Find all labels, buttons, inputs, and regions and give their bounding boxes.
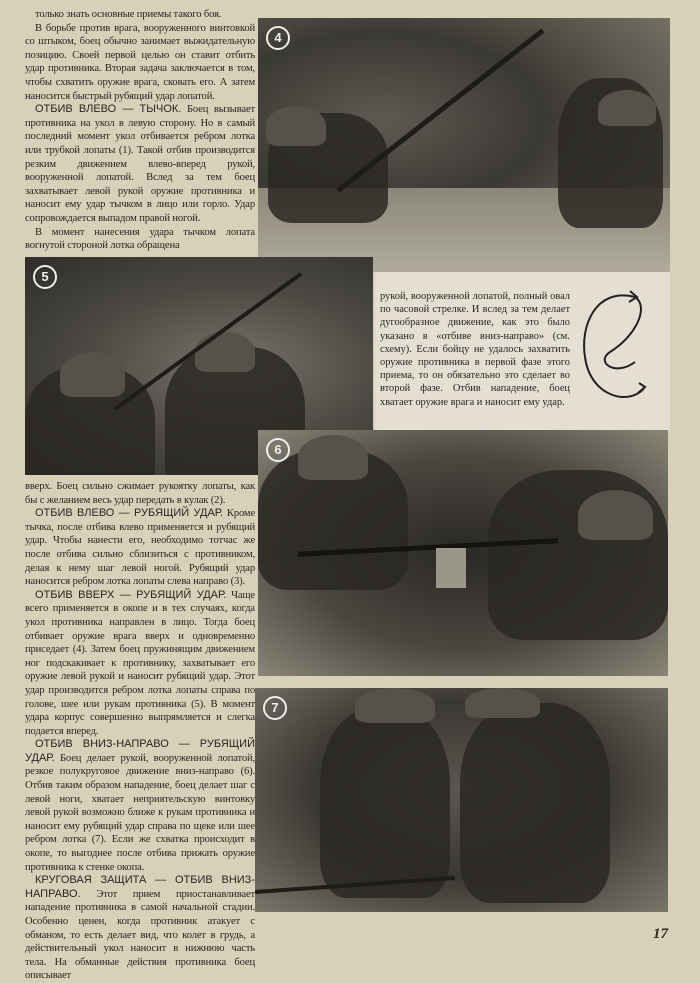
article-column-bottom	[25, 480, 255, 983]
paragraph	[25, 226, 255, 253]
paragraph-text: В момент нанесения удара тычком лопата вогнутой стороной лотка обращена	[25, 226, 255, 252]
paragraph	[25, 8, 255, 22]
paragraph-text: только знать основные приемы такого боя.	[35, 9, 222, 20]
paragraph	[25, 103, 255, 225]
section-heading: ОТБИВ ВЛЕВО — РУБЯЩИЙ УДАР.	[35, 507, 224, 520]
article-column-top	[25, 8, 255, 253]
paragraph	[25, 507, 255, 589]
paragraph	[25, 480, 255, 507]
section-heading: ОТБИВ ВВЕРХ — РУБЯЩИЙ УДАР.	[35, 588, 227, 601]
section-heading: ОТБИВ ВНИЗ-НАПРАВО — РУБЯЩИЙ УДАР.	[25, 738, 255, 764]
photo-number: 4	[266, 26, 290, 50]
diagram-caption: рукой, вооруженной лопатой, полный овал по часовой стрелке. И вслед за тем делает дугообразное движение, как это было указано в «отбиве вниз-направо» (см. схему). Если бойцу не удалось захватить оружие противника в первой фазе этого приема, то он обязательно это сделает во второй фазе. Отбив нападение, боец хватает оружие врага и наносит ему удар.	[380, 291, 570, 408]
section-heading: ОТБИВ ВЛЕВО — ТЫЧОК.	[35, 103, 182, 116]
page-number: 17	[653, 926, 668, 942]
paragraph-text: Кроме тычка, после отбива влево применяется и рубящий удар. Чтобы нанести его, необходимо тотчас же после отбива сильно сблизиться с противником, делая к нему шаг левой ногой. Рубящий удар наносится ребром лотка лопаты слева направо (3).	[25, 508, 255, 588]
paragraph-text: Чаще всего применяется в окопе и в тех случаях, когда укол противника направлен в лицо. Тогда боец отбивает оружие врага вверх и одновременно приседает (4). Затем боец пружинящим движением ног подскакивает к противнику, захватывает его оружие левой рукой и наносит рубящий удар. Этот удар производится ребром лотка лопаты справа по голове, шее или рукам противника (5). В момент удара корпус совершенно выпрямляется и слегка подается вперед.	[25, 589, 255, 737]
photo-7	[255, 688, 668, 912]
photo-6	[258, 430, 668, 676]
parry-motion-diagram	[575, 287, 660, 417]
paragraph	[25, 589, 255, 739]
paragraph	[25, 22, 255, 104]
paragraph-text: Боец вызывает противника на укол в левую сторону. Но в самый последний момент укол отбивается ребром лотка или трубкой лопаты (1). Такой отбив производится резким движением влево-вперед рукой, вооруженной лопатой. Вслед за тем боец захватывает левой рукой оружие противника и наносит ему удар тычком в лицо или горло. Удар сопровождается выпадом правой ногой.	[25, 104, 255, 224]
paragraph-text: В борьбе против врага, вооруженного винтовкой со штыком, боец обычно занимает выжидательную позицию. Своей первой целью он ставит отбить удар противника. Вторая задача заключается в том, чтобы схватить оружие врага, сковать его. А затем наносится быстрый рубящий удар лопатой.	[25, 22, 255, 102]
paragraph-text: Этот прием приостанавливает нападение противника в самой начальной стадии. Особенно ценен, когда противник атакует с обманом, то есть делает вид, что колет в грудь, а действительный укол наносит в нижнюю часть тела. На обманные действия противника боец описывает	[25, 888, 255, 982]
paragraph	[25, 874, 255, 983]
photo-number: 6	[266, 438, 290, 462]
section-heading: КРУГОВАЯ ЗАЩИТА — ОТБИВ ВНИЗ-НАПРАВО.	[25, 874, 255, 900]
paragraph-text: вверх. Боец сильно сжимает рукоятку лопаты, как бы с желанием весь удар передать в кулак (2).	[25, 481, 255, 506]
photo-number: 7	[263, 696, 287, 720]
photo-number: 5	[33, 265, 57, 289]
paragraph-text: Боец делает рукой, вооруженной лопатой, резкое полукруговое движение вниз-направо (6). Отбив таким образом нападение, боец делает шаг с левой ноги, хватает неприятельскую винтовку левой рукой возможно ближе к рукам противника и наносит ему рубящий удар справа по щеке или шее ребром лотка (7). Если же схватка происходит в окопе, то выгоднее после отбива прижать оружие противника к стенке окопа.	[25, 752, 255, 873]
photo-4	[258, 18, 670, 272]
paragraph	[25, 738, 255, 874]
